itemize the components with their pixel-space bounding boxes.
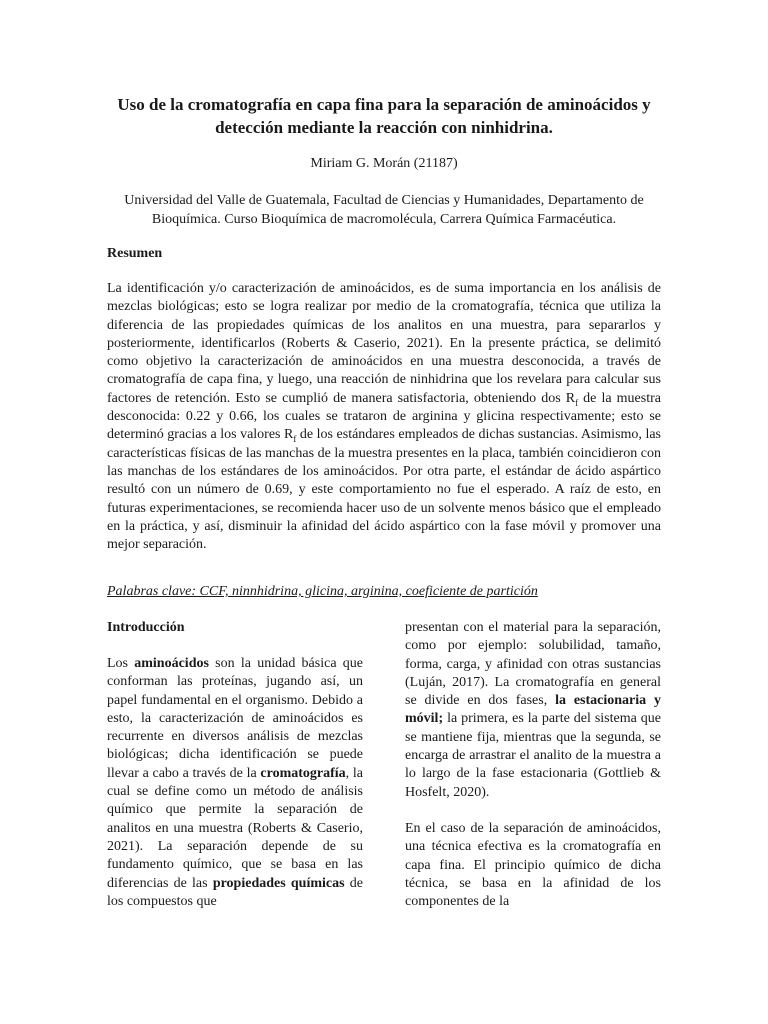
abstract-text: [107, 280, 661, 554]
author-line: Miriam G. Morán (21187): [310, 156, 458, 171]
intro-paragraph: Los aminoácidos son la unidad básica que conforman las proteínas, jugando así, un papel fundamental en el organismo. Debido a esto, la caracterización de aminoácidos es recurrente en diversos análisis de mezclas biológicas; dicha identificación se puede llevar a cabo a través de la cromatografía, la cual se define como un método de análisis químico que permite la separación de analitos en una muestra (Roberts & Caserio, 2021). La separación depende de su fundamento químico, que se basa en las diferencias de las propiedades químicas de los compuestos que: [107, 656, 364, 909]
rf-subscript: f: [575, 397, 579, 408]
intro-left-column: [107, 655, 363, 911]
keywords: Palabras clave: CCF, ninnhidrina, glicina, arginina, coeficiente de partición: [107, 584, 538, 599]
abstract-part-1: La identificación y/o caracterización de aminoácidos, es de suma importancia en los análisis de mezclas biológicas; esto se logra realizar por medio de la cromatografía, técnica que utiliza la diferencia de las propiedades químicas de los analitos en una muestra, para separarlos y posteriormente, identificarlos (Roberts & Caserio, 2021). En la presente práctica, se delimitó como objetivo la caracterización de aminoácidos en una muestra desconocida, a través de cromatografía de capa fina, y luego, una reacción de ninhidrina que los revelara para calcular sus factores de retención. Esto se cumplió de manera satisfactoria, obteniendo dos R: [107, 281, 661, 406]
abstract-part-2: de la muestra desconocida: 0.22 y 0.66, los cuales se trataron de arginina y glicina respectivamente; esto se determinó gracias a los valores R: [107, 390, 661, 443]
affiliation: Universidad del Valle de Guatemala, Facultad de Ciencias y Humanidades, Departamento de Bioquímica. Curso Bioquímica de macromolécula, Carrera Química Farmacéutica.: [124, 193, 644, 227]
intro-paragraph: presentan con el material para la separación, como por ejemplo: solubilidad, tamaño, forma, carga, y afinidad con otras sustancias (Luján, 2017). La cromatografía en general se divide en dos fases, la estacionaria y móvil; la primera, es la parte del sistema que se mantiene fija, mientras que la segunda, se encarga de arrastrar el analito de la muestra a lo largo de la fase estacionaria (Gottlieb & Hosfelt, 2020).: [405, 620, 661, 800]
introduction-heading: Introducción: [107, 620, 185, 635]
paper-title: Uso de la cromatografía en capa fina para la separación de aminoácidos y detección mediante la reacción con ninhidrina.: [117, 95, 651, 137]
abstract-part-3: de los estándares empleados de dichas sustancias. Asimismo, las características físicas de las manchas de la muestra presentes en la placa, también coincidieron con las manchas de los estándares de los aminoácidos. Por otra parte, el estándar de ácido aspártico resultó con un número de 0.69, y este comportamiento no fue el esperado. A raíz de esto, en futuras experimentaciones, se recomienda hacer uso de un solvente menos básico que el empleado en la práctica, y así, disminuir la afinidad del ácido aspártico con la fase móvil y promover una mejor separación.: [107, 427, 661, 553]
rf-subscript: f: [293, 434, 297, 445]
intro-right-column: [405, 619, 661, 911]
intro-paragraph: En el caso de la separación de aminoácidos, una técnica efectiva es la cromatografía en capa fina. El principio químico de dicha técnica, se basa en la afinidad de los componentes de la: [405, 820, 661, 910]
abstract-heading: Resumen: [107, 246, 163, 261]
